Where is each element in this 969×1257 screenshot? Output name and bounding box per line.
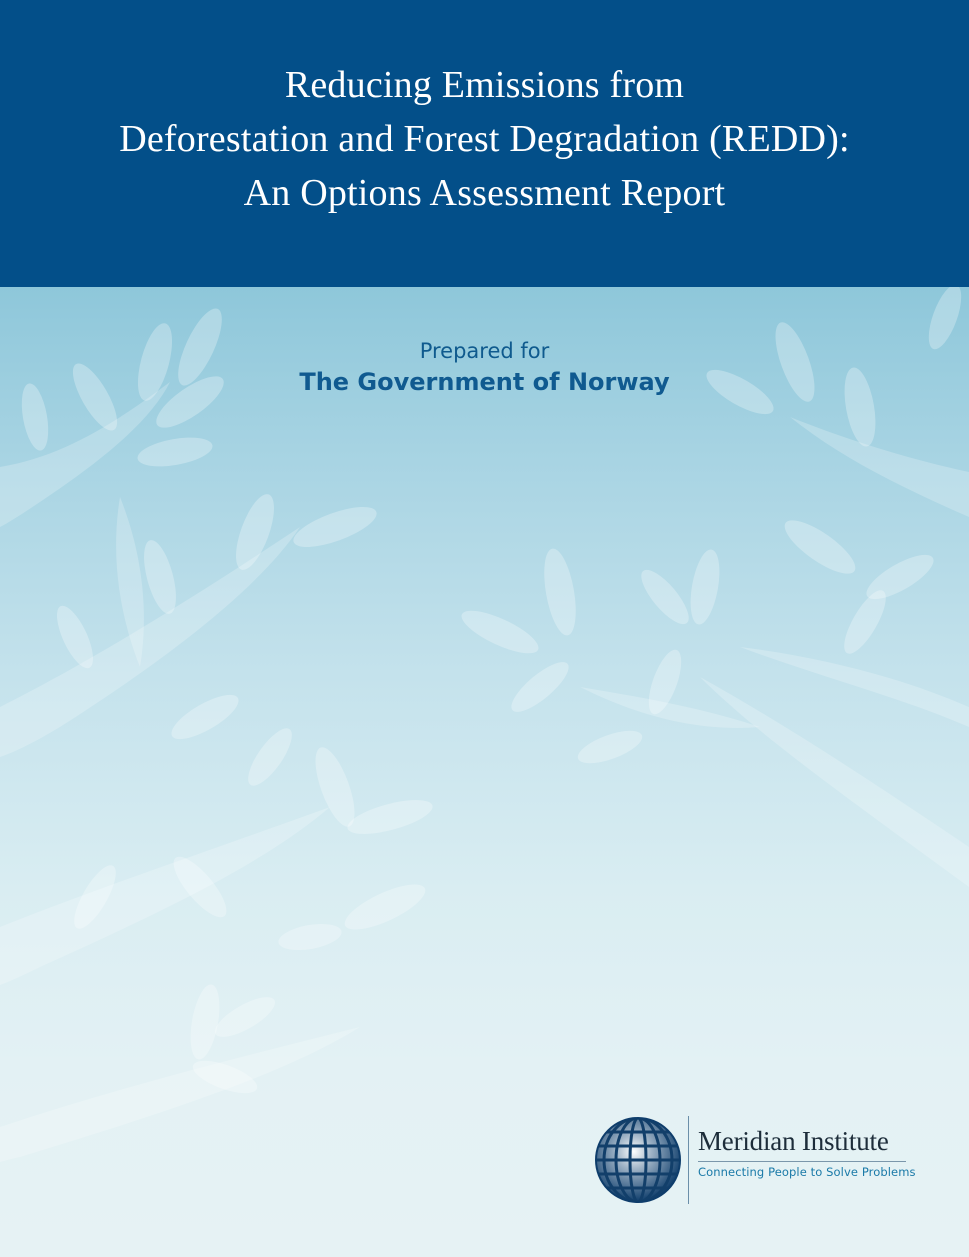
title-band [0, 0, 969, 287]
logo-name: Meridian Institute [698, 1126, 889, 1156]
title-line-2: Deforestation and Forest Degradation (REDD): [119, 118, 850, 160]
title-line-3: An Options Assessment Report [243, 172, 726, 214]
leaf-branches-illustration [0, 287, 969, 1257]
prepared-for-block [0, 337, 969, 399]
sky-background [0, 287, 969, 1257]
logo-divider [688, 1116, 689, 1204]
prepared-for-name: The Government of Norway [299, 368, 670, 396]
title-line-1: Reducing Emissions from [284, 64, 685, 106]
logo-rule [698, 1161, 906, 1162]
logo-tagline: Connecting People to Solve Problems [698, 1165, 916, 1179]
meridian-institute-logo [592, 1114, 916, 1206]
report-title [0, 58, 969, 220]
prepared-for-label: Prepared for [419, 339, 550, 363]
globe-icon [594, 1116, 682, 1204]
